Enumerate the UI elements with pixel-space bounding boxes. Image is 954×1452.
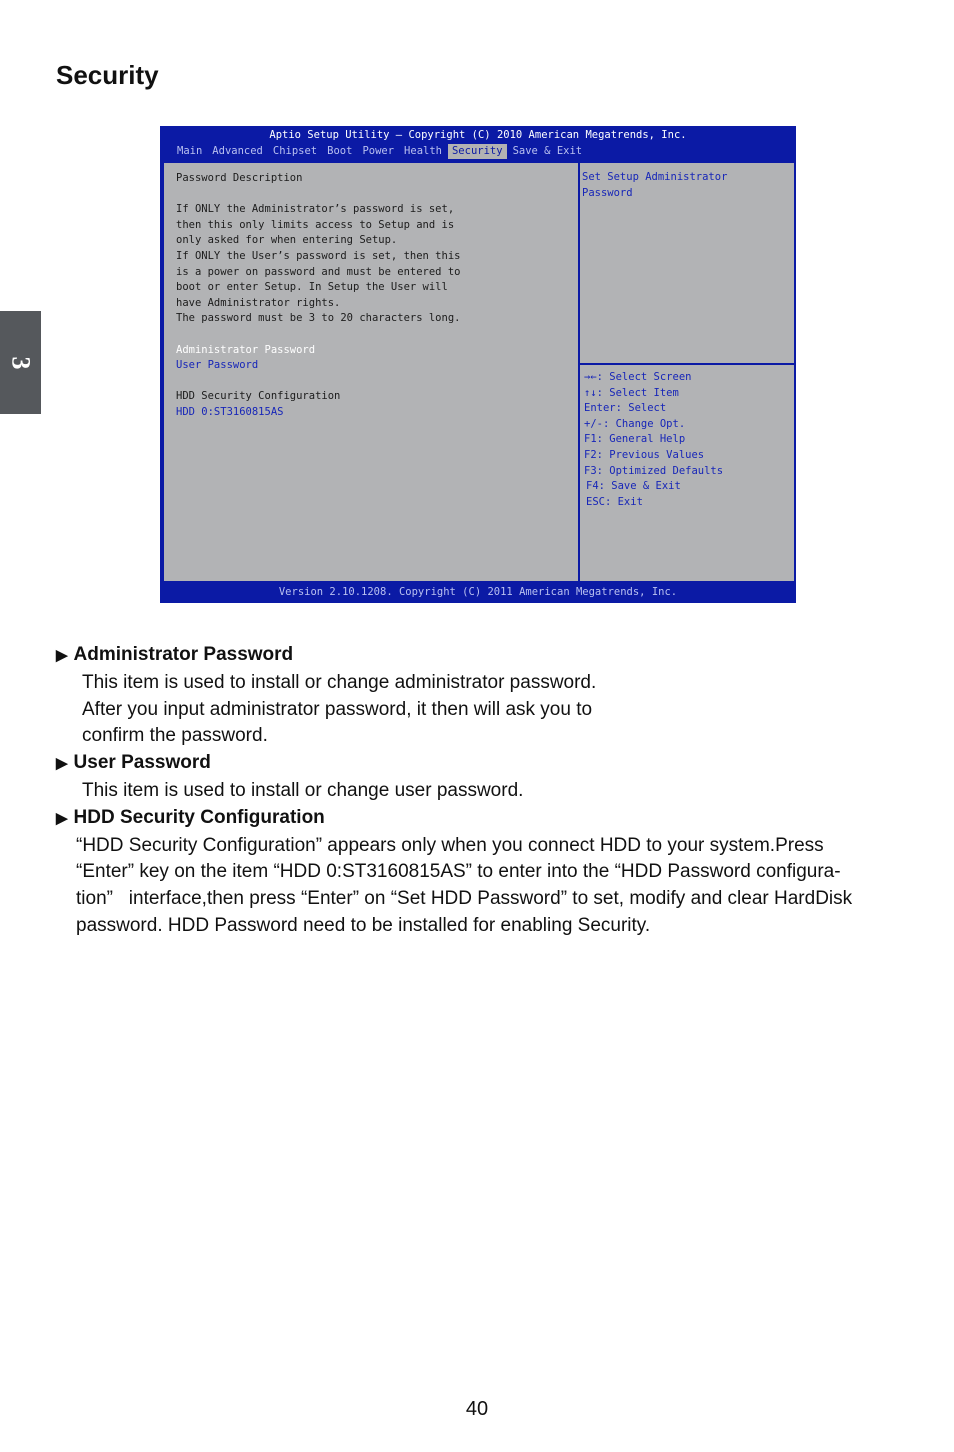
description-section (56, 642, 896, 940)
bios-text-line: boot or enter Setup. In Setup the User will (176, 281, 448, 294)
bios-text-line: is a power on password and must be entered to (176, 265, 461, 278)
bios-key-help-line: ESC: Exit (586, 495, 643, 508)
tab-chipset[interactable]: Chipset (272, 145, 318, 157)
bios-item-hdd-0-st3160815as[interactable]: HDD 0:ST3160815AS (176, 405, 284, 418)
tab-advanced[interactable]: Advanced (212, 145, 263, 157)
page-title: Security (56, 60, 159, 90)
page-number: 40 (465, 1398, 489, 1420)
bios-text-line: then this only limits access to Setup and is (176, 218, 455, 231)
tab-health[interactable]: Health (404, 145, 442, 157)
bios-text-line: If ONLY the Administrator’s password is set, (176, 203, 455, 216)
section-text-line: This item is used to install or change user password. (82, 779, 524, 801)
section-text-line: confirm the password. (82, 725, 268, 747)
section-body (56, 670, 896, 750)
bios-text-line: only asked for when entering Setup. (176, 234, 398, 247)
tab-security[interactable]: Security (448, 144, 507, 159)
bios-help-panel (580, 163, 794, 365)
bios-key-help-panel (580, 365, 794, 581)
bios-text-line (176, 374, 460, 390)
bios-key-help-line: ↑↓: Select Item (584, 386, 679, 399)
bios-key-help-line: F4: Save & Exit (586, 480, 681, 493)
section-text-line: This item is used to install or change administrator password. (82, 671, 597, 693)
bios-key-help-line: F3: Optimized Defaults (584, 464, 724, 477)
section-heading (56, 750, 896, 778)
section-heading (56, 805, 896, 833)
bios-menu-bar (173, 144, 588, 159)
bios-key-help-line: F1: General Help (584, 433, 686, 446)
bios-key-help-line: +/-: Change Opt. (584, 417, 686, 430)
bios-text-line: Password Description (176, 172, 303, 184)
bios-text-line (176, 327, 460, 343)
bios-help-line: Set Setup Administrator (582, 171, 728, 183)
triangle-right-icon: ▶ (56, 647, 68, 664)
bios-key-help-line: →←: Select Screen (584, 371, 692, 383)
triangle-right-icon: ▶ (56, 755, 68, 773)
bios-help-line: Password (582, 186, 633, 199)
tab-save-exit[interactable]: Save & Exit (512, 145, 583, 157)
section-text-line: tion” interface,then press “Enter” on “Set HDD Password” to set, modify and clear HardDisk (76, 888, 853, 910)
bios-text-line: If ONLY the User’s password is set, then this (176, 249, 461, 262)
bios-item-user-password[interactable]: User Password (176, 359, 259, 372)
bios-text-line: The password must be 3 to 20 characters long. (176, 312, 461, 325)
section-text-line: “Enter” key on the item “HDD 0:ST3160815AS” to enter into the “HDD Password configura- (76, 861, 841, 883)
section-text-line: “HDD Security Configuration” appears only when you connect HDD to your system.Press (76, 834, 824, 856)
bios-screenshot (160, 126, 796, 603)
bios-key-help-line: F2: Previous Values (584, 448, 705, 461)
bios-footer: Version 2.10.1208. Copyright (C) 2011 American Megatrends, Inc. (278, 586, 678, 598)
section-body (56, 833, 896, 940)
tab-power[interactable]: Power (362, 145, 395, 157)
section-heading-label: User Password (73, 752, 211, 774)
chapter-number: 3 (6, 356, 36, 369)
tab-main[interactable]: Main (177, 145, 203, 157)
bios-body (162, 161, 796, 583)
bios-key-help-line: Enter: Select (584, 402, 667, 415)
section-heading-label: HDD Security Configuration (73, 806, 325, 828)
bios-text-line: HDD Security Configuration (176, 390, 341, 403)
bios-title-bar: Aptio Setup Utility – Copyright (C) 2010 American Megatrends, Inc. (269, 129, 687, 141)
bios-item-administrator-password[interactable]: Administrator Password (176, 343, 316, 356)
section-heading-label: Administrator Password (73, 644, 294, 665)
chapter-tab (0, 311, 41, 414)
bios-main-panel (164, 163, 580, 581)
bios-text-line (176, 187, 460, 203)
triangle-right-icon: ▶ (56, 809, 68, 827)
bios-text-line: have Administrator rights. (176, 296, 341, 309)
section-body (56, 778, 896, 805)
section-heading (56, 642, 896, 670)
tab-boot[interactable]: Boot (327, 145, 353, 157)
section-text-line: password. HDD Password need to be installed for enabling Security. (76, 914, 651, 936)
section-text-line: After you input administrator password, it then will ask you to (82, 698, 593, 720)
